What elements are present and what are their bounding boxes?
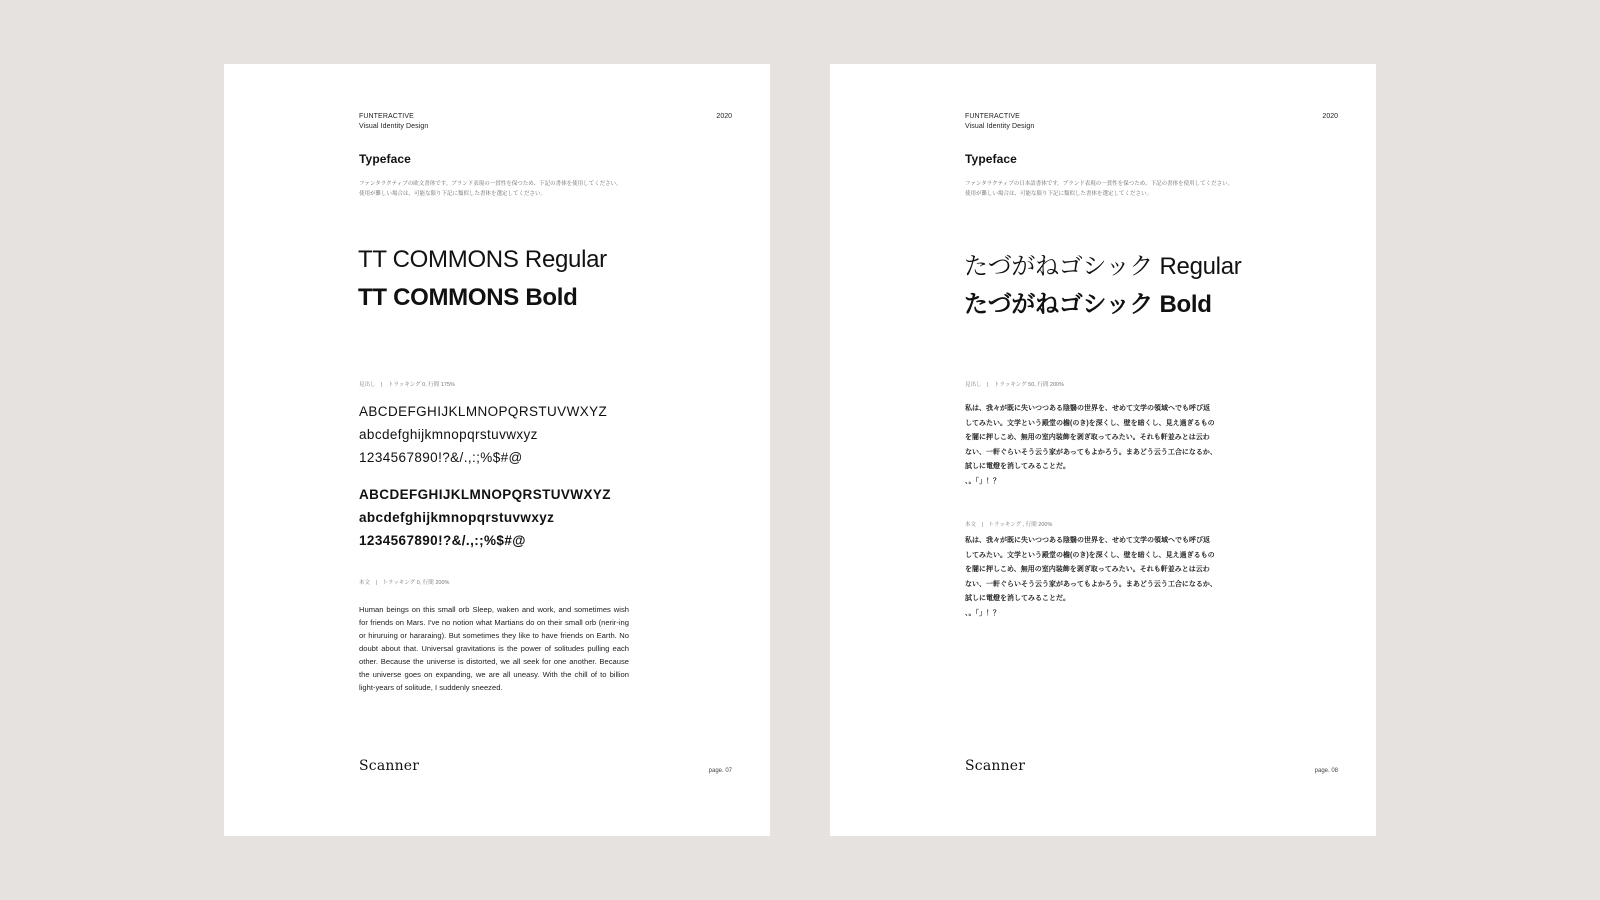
- heading-text-line: してみたい。文学という殿堂の檐(のき)を深くし、壁を暗くし、見え過ぎるもの: [965, 419, 1215, 427]
- body-text-line: 試しに電燈を消してみることだ。: [965, 595, 1070, 602]
- body-spec-label: 本文 | トラッキング 0, 行間 200%: [359, 580, 450, 586]
- glyph-uppercase-regular: ABCDEFGHIJKLMNOPQRSTUVWXYZ: [359, 404, 608, 419]
- scanner-logo: Scanner: [965, 758, 1026, 774]
- heading-text-line: 、。「」！？: [965, 477, 1000, 485]
- brand-subtitle: Visual Identity Design: [359, 123, 429, 130]
- intro-line: ファンタラクティブの欧文書体です。ブランド表現の一貫性を保つため、下記の書体を使用してください。: [359, 181, 622, 187]
- section-title: Typeface: [359, 152, 411, 166]
- glyph-numerals-regular: 1234567890!?&/.,:;%$#@: [359, 450, 523, 465]
- glyph-uppercase-bold: ABCDEFGHIJKLMNOPQRSTUVWXYZ: [359, 487, 611, 502]
- section-title: Typeface: [965, 152, 1017, 166]
- intro-line: 使用が難しい場合は、可能な限り下記に類似した書体を選定してください。: [965, 190, 1153, 197]
- body-text-sample: Human beings on this small orb Sleep, waken and work, and sometimes wish for friends on Mars. I've no notion what Martians do on their small orb (nerir-ing or hiruruing or hararaing). But sometimes they like to have friends on Earth. No doubt about that. Universal gravitations is the power of solitudes pulling each other. Because the universe is distorted, we all seek for one another. Because the universe goes on expanding, we are all uneasy. With the chill of to billion light-years of solitude, I suddenly sneezed.: [359, 605, 629, 692]
- document-page-07: [224, 64, 770, 836]
- heading-text-line: ない、一軒ぐらいそう云う家があってもよかろう。まあどう云う工合になるか、: [965, 448, 1217, 456]
- body-text-line: ない、一軒ぐらいそう云う家があってもよかろう。まあどう云う工合になるか、: [965, 580, 1217, 588]
- glyph-numerals-bold: 1234567890!?&/.,:;%$#@: [359, 533, 526, 548]
- header-year: 2020: [716, 113, 732, 120]
- body-text-sample: [965, 534, 1217, 621]
- heading-text-line: 試しに電燈を消してみることだ。: [965, 463, 1070, 470]
- body-text-line: 、。「」！？: [965, 609, 1000, 617]
- heading-text-sample: [965, 402, 1217, 489]
- brand-name: FUNTERACTIVE: [359, 113, 414, 120]
- page-header-brand: [965, 112, 1034, 132]
- brand-name: FUNTERACTIVE: [965, 113, 1020, 120]
- brand-subtitle: Visual Identity Design: [965, 123, 1035, 130]
- typeface-regular-sample: TT COMMONS Regular: [358, 246, 607, 273]
- intro-line: 使用が難しい場合は、可能な限り下記に類似した書体を選定してください。: [359, 190, 547, 197]
- body-text-line: を闇に押しこめ、無用の室内装飾を剥ぎ取ってみたい。それも軒並みとは云わ: [965, 566, 1210, 573]
- glyph-lowercase-bold: abcdefghijkmnopqrstuvwxyz: [359, 510, 555, 525]
- typeface-regular-sample: たづがねゴシック Regular: [964, 253, 1242, 280]
- intro-line: ファンタラクティブの日本語書体です。ブランド表現の一貫性を保つため、下記の書体を使用してください。: [965, 181, 1234, 187]
- body-spec-label: 本文 | トラッキング , 行間 200%: [965, 522, 1053, 528]
- body-text-line: 私は、我々が既に失いつつある陰翳の世界を、せめて文学の領域へでも呼び返: [965, 537, 1210, 544]
- document-page-08: [830, 64, 1376, 836]
- heading-spec-label: 見出し | トラッキング 0, 行間 175%: [359, 382, 455, 388]
- intro-text: [965, 180, 1325, 199]
- heading-spec-label: 見出し | トラッキング 50, 行間 200%: [965, 382, 1064, 388]
- page-number: page. 07: [708, 768, 732, 774]
- heading-text-line: を闇に押しこめ、無用の室内装飾を剥ぎ取ってみたい。それも軒並みとは云わ: [965, 434, 1210, 441]
- intro-text: [359, 180, 719, 199]
- scanner-logo: Scanner: [359, 758, 420, 774]
- heading-text-line: 私は、我々が既に失いつつある陰翳の世界を、せめて文学の領域へでも呼び返: [965, 405, 1210, 412]
- typeface-bold-sample: たづがねゴシック Bold: [964, 291, 1212, 318]
- body-text-line: してみたい。文学という殿堂の檐(のき)を深くし、壁を暗くし、見え過ぎるもの: [965, 551, 1215, 559]
- glyph-lowercase-regular: abcdefghijkmnopqrstuvwxyz: [359, 427, 538, 442]
- header-year: 2020: [1322, 113, 1338, 120]
- typeface-bold-sample: TT COMMONS Bold: [358, 284, 578, 311]
- page-header-brand: [359, 112, 428, 132]
- page-number: page. 08: [1314, 768, 1338, 774]
